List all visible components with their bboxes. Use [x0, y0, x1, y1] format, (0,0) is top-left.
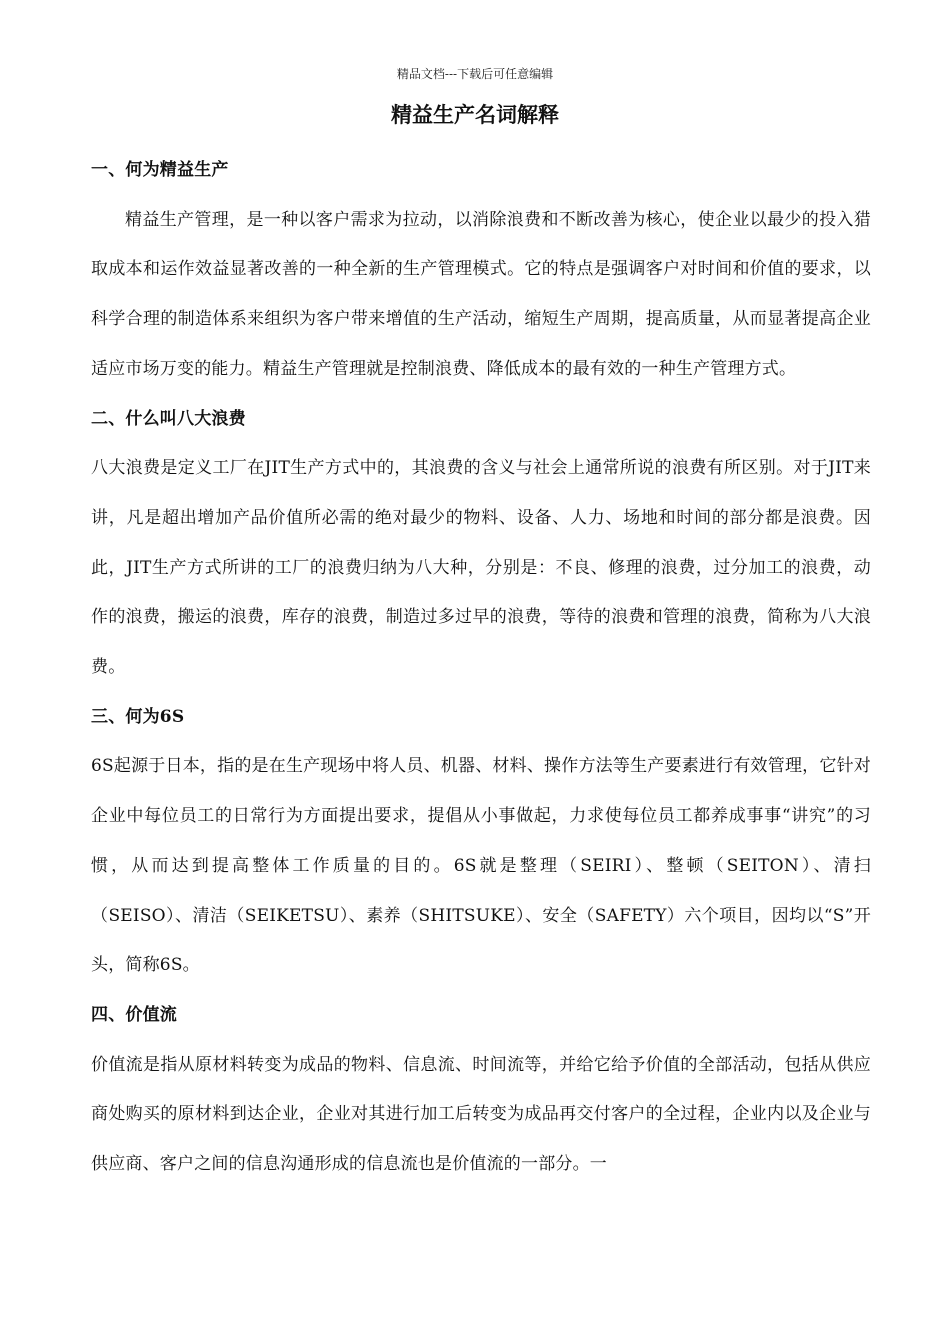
section-paragraph-2: 八大浪费是定义工厂在JIT生产方式中的，其浪费的含义与社会上通常所说的浪费有所区别。对于JIT来讲，凡是超出增加产品价值所必需的绝对最少的物料、设备、人力、场地和时间的部分都是浪费。因此，JIT生产方式所讲的工厂的浪费归纳为八大种，分别是：不良、修理的浪费，过分加工的浪费，动作的浪费，搬运的浪费，库存的浪费，制造过多过早的浪费，等待的浪费和管理的浪费，简称为八大浪费。 — [91, 458, 871, 678]
document-title: 精益生产名词解释 — [391, 102, 559, 127]
section-heading-2: 二、什么叫八大浪费 — [91, 408, 246, 429]
page-header: 精品文档---下载后可任意编辑 — [396, 67, 554, 81]
section-paragraph-3: 6S起源于日本，指的是在生产现场中将人员、机器、材料、操作方法等生产要素进行有效管理，它针对企业中每位员工的日常行为方面提出要求，提倡从小事做起，力求使每位员工都养成事事“讲究”的习惯，从而达到提高整体工作质量的目的。6S就是整理（SEIRI）、整顿（SEITON）、清扫（SEISO）、清洁（SEIKETSU）、素养（SHITSUKE）、安全（SAFETY）六个项目，因均以“S”开头，简称6S。 — [91, 756, 871, 976]
document-body — [91, 146, 871, 1190]
section-paragraph-1: 精益生产管理，是一种以客户需求为拉动，以消除浪费和不断改善为核心，使企业以最少的投入猎取成本和运作效益显著改善的一种全新的生产管理模式。它的特点是强调客户对时间和价值的要求，以科学合理的制造体系来组织为客户带来增值的生产活动，缩短生产周期，提高质量，从而显著提高企业适应市场万变的能力。精益生产管理就是控制浪费、降低成本的最有效的一种生产管理方式。 — [91, 209, 871, 379]
section-heading-4: 四、价值流 — [91, 1004, 177, 1025]
section-heading-3: 三、何为6S — [91, 706, 185, 727]
section-paragraph-4: 价值流是指从原材料转变为成品的物料、信息流、时间流等，并给它给予价值的全部活动，包括从供应商处购买的原材料到达企业，企业对其进行加工后转变为成品再交付客户的全过程，企业内以及企业与供应商、客户之间的信息沟通形成的信息流也是价值流的一部分。一 — [91, 1054, 871, 1175]
section-heading-1: 一、何为精益生产 — [91, 160, 229, 180]
